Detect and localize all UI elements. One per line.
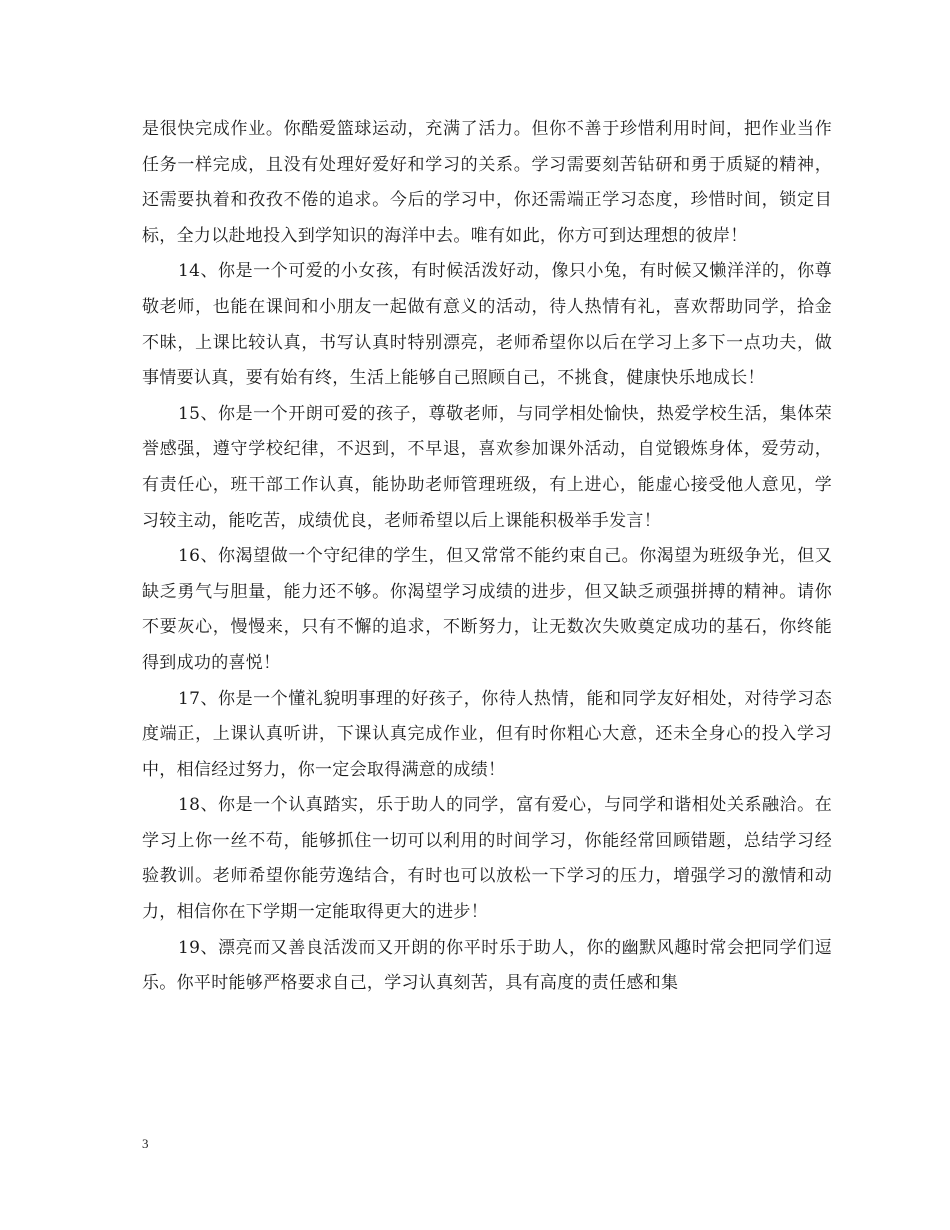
paragraph-comment-15: 15、你是一个开朗可爱的孩子，尊敬老师，与同学相处愉快，热爱学校生活，集体荣誉感强，遵守学校纪律，不迟到，不早退，喜欢参加课外活动，自觉锻炼身体，爱劳动，有责任心，班干部工作认真，能协助老师管理班级，有上进心，能虚心接受他人意见，学习较主动，能吃苦，成绩优良，老师希望以后上课能积极举手发言！: [142, 403, 832, 531]
paragraph-continuation: 是很快完成作业。你酷爱篮球运动，充满了活力。但你不善于珍惜利用时间，把作业当作任务一样完成，且没有处理好爱好和学习的关系。学习需要刻苦钻研和勇于质疑的精神，还需要执着和孜孜不倦的追求。今后的学习中，你还需端正学习态度，珍惜时间，锁定目标，全力以赴地投入到学知识的海洋中去。唯有如此，你方可到达理想的彼岸！: [142, 119, 832, 246]
paragraph-comment-14: 14、你是一个可爱的小女孩，有时候活泼好动，像只小兔，有时候又懒洋洋的，你尊敬老师，也能在课间和小朋友一起做有意义的活动，待人热情有礼，喜欢帮助同学，拾金不昧，上课比较认真，书写认真时特别漂亮，老师希望你以后在学习上多下一点功夫，做事情要认真，要有始有终，生活上能够自己照顾自己，不挑食，健康快乐地成长！: [142, 261, 832, 389]
document-body: [142, 112, 832, 1002]
paragraph-comment-16: 16、你渴望做一个守纪律的学生，但又常常不能约束自己。你渴望为班级争光，但又缺乏勇气与胆量，能力还不够。你渴望学习成绩的进步，但又缺乏顽强拼搏的精神。请你不要灰心，慢慢来，只有不懈的追求，不断努力，让无数次失败奠定成功的基石，你终能得到成功的喜悦！: [142, 546, 832, 673]
paragraph-comment-18: 18、你是一个认真踏实，乐于助人的同学，富有爱心，与同学和谐相处关系融洽。在学习上你一丝不苟，能够抓住一切可以利用的时间学习，你能经常回顾错题，总结学习经验教训。老师希望你能劳逸结合，有时也可以放松一下学习的压力，增强学习的激情和动力，相信你在下学期一定能取得更大的进步！: [142, 795, 832, 923]
paragraph-comment-17: 17、你是一个懂礼貌明事理的好孩子，你待人热情，能和同学友好相处，对待学习态度端正，上课认真听讲，下课认真完成作业，但有时你粗心大意，还未全身心的投入学习中，相信经过努力，你一定会取得满意的成绩！: [142, 688, 832, 780]
page-number: 3: [142, 1136, 149, 1151]
paragraph-comment-19: 19、漂亮而又善良活泼而又开朗的你平时乐于助人，你的幽默风趣时常会把同学们逗乐。你平时能够严格要求自己，学习认真刻苦，具有高度的责任感和集: [142, 937, 832, 994]
